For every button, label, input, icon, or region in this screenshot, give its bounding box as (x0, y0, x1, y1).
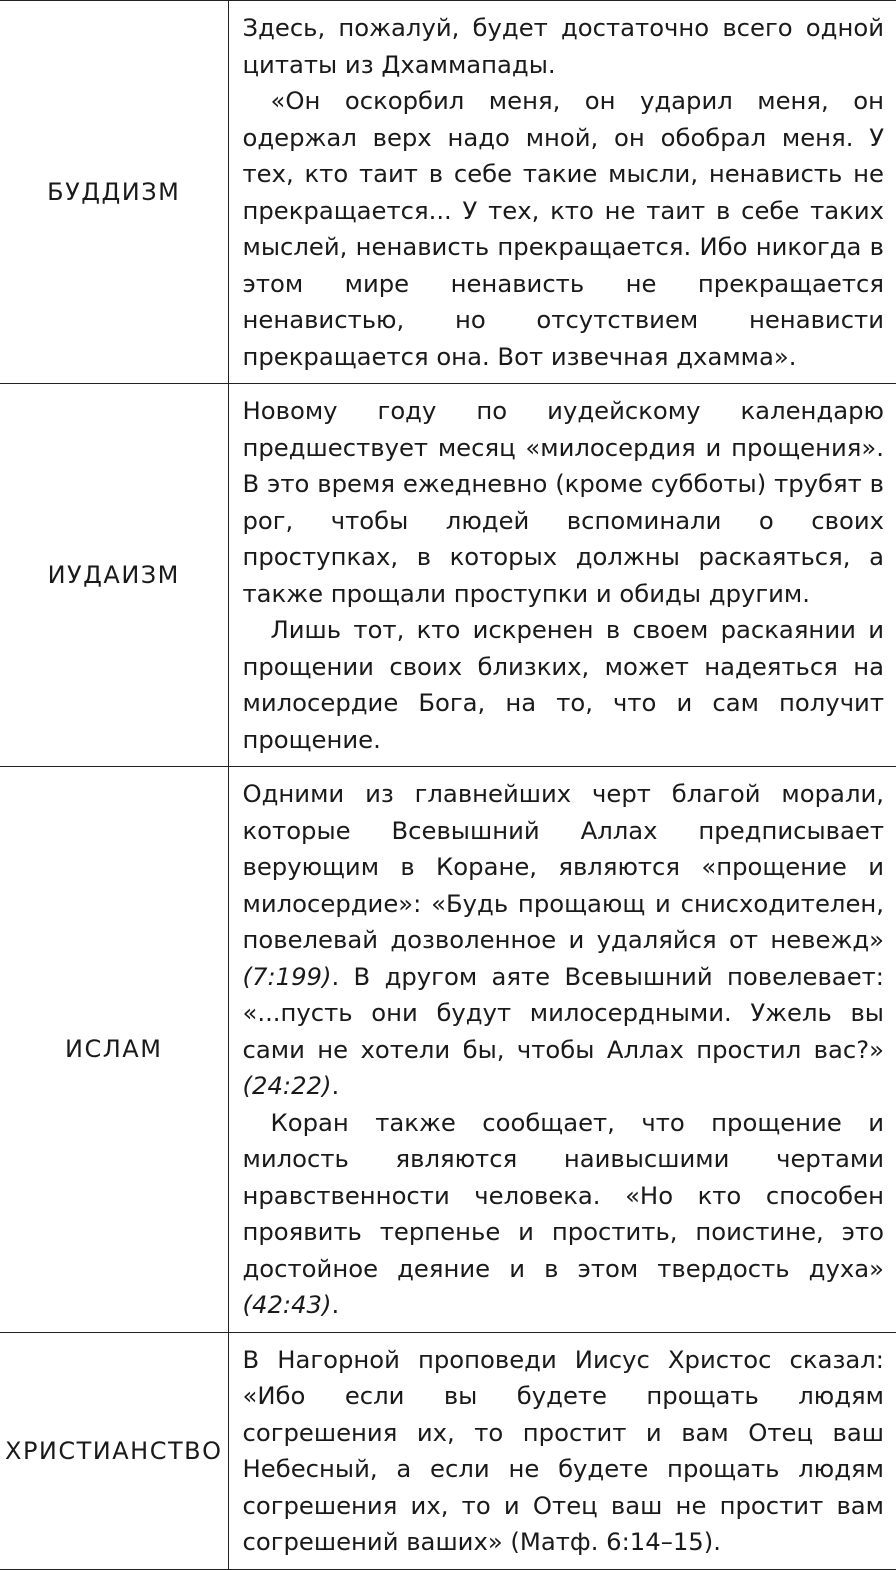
table-row-islam (0, 767, 896, 1333)
text-run: «Он оскорбил меня, он ударил меня, он одержал верх надо мной, он обобрал меня. У тех, кто таит в себе такие мысли, ненависть не прекращается... У тех, кто не таит в себе таких мыслей, ненависть прекращается. Ибо никогда в этом мире ненависть не прекращается ненавистью, но отсутствием ненависти прекращается она. Вот извечная дхамма». (242, 86, 884, 371)
text-run: Здесь, пожалуй, будет достаточно всего одной цитаты из Дхаммапады. (242, 13, 884, 79)
table-row-judaism (0, 384, 896, 767)
verse-reference: (24:22) (242, 1071, 332, 1100)
text-run: Одними из главнейших черт благой морали, которые Всевышний Аллах предписывает верующим в Коране, являются «прощение и милосердие»: «Будь прощающ и снисходителен, повелевай дозволенное и удаляйся от невежд» (242, 779, 884, 954)
text-run: . В другом аяте Всевышний повелевает: «...пусть они будут милосердными. Ужель вы сами не хотели бы, чтобы Аллах простил вас?» (242, 961, 884, 1064)
text-run: . (331, 1290, 340, 1319)
religion-text-judaism (228, 384, 896, 767)
table-body (0, 1, 896, 1570)
religion-text-islam (228, 767, 896, 1333)
paragraph (243, 393, 885, 612)
text-run: В Нагорной проповеди Иисус Христос сказал: «Ибо если вы будете прощать людям согрешения их, то простит и вам Отец ваш Небесный, а если не будете прощать людям согрешения их, то и Отец ваш не простит вам согрешений ваших» (Матф. 6:14–15). (242, 1344, 884, 1556)
religion-name-islam: ИСЛАМ (0, 767, 228, 1333)
religion-name-christianity: ХРИСТИАНСТВО (0, 1332, 228, 1569)
religion-name-buddhism: БУДДИЗМ (0, 1, 228, 384)
paragraph (243, 776, 885, 1105)
text-run: Лишь тот, кто искренен в своем раскаянии и прощении своих близких, может надеяться на милосердие Бога, на то, что и сам получит прощение. (242, 615, 884, 754)
text-run: . (331, 1071, 340, 1100)
verse-reference: (42:43) (242, 1290, 332, 1319)
religion-text-buddhism (228, 1, 896, 384)
religion-text-christianity (228, 1332, 896, 1569)
paragraph (243, 83, 885, 375)
table-row-buddhism (0, 1, 896, 384)
paragraph (243, 10, 885, 83)
paragraph (243, 612, 885, 758)
text-run: Коран также сообщает, что прощение и милость являются наивысшими чертами нравственности человека. «Но кто способен проявить терпенье и простить, поистине, это достойное деяние и в этом твердость духа» (242, 1107, 884, 1283)
paragraph (243, 1342, 885, 1561)
paragraph (243, 1105, 885, 1324)
religion-name-judaism: ИУДАИЗМ (0, 384, 228, 767)
text-run: Новому году по иудейскому календарю предшествует месяц «милосердия и прощения». В это время ежедневно (кроме субботы) трубят в рог, чтобы людей вспоминали о своих проступках, в которых должны раскаяться, а также прощали проступки и обиды другим. (242, 396, 884, 608)
table-row-christianity (0, 1332, 896, 1569)
verse-reference: (7:199) (242, 961, 332, 991)
